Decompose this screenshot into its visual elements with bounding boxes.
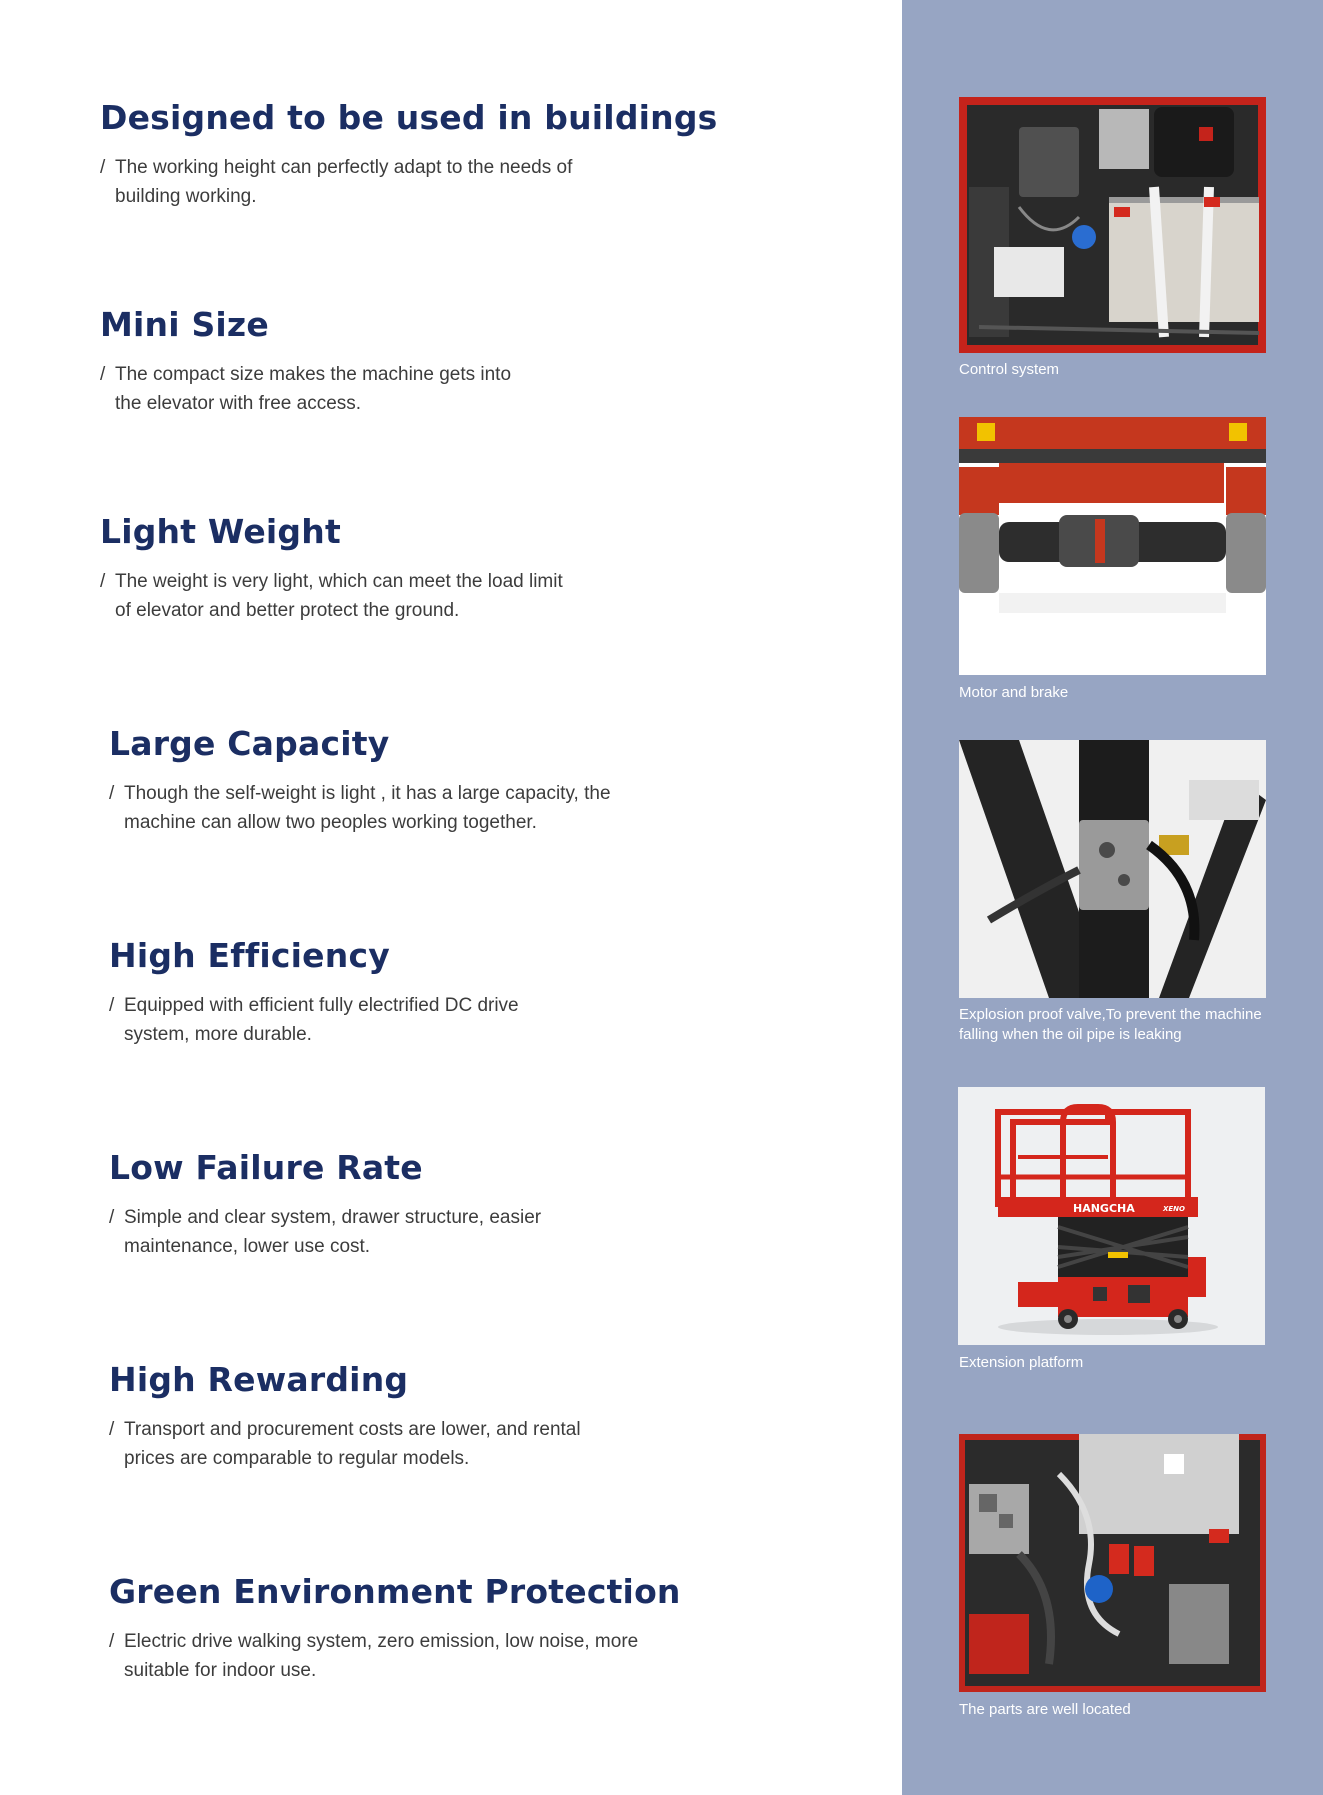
machine-brand-label: HANGCHA (1073, 1202, 1135, 1215)
bullet-slash: / (100, 364, 106, 385)
feature-description (109, 1203, 541, 1261)
feature-desc-line: The compact size makes the machine gets into (115, 364, 512, 385)
feature-title: Large Capacity (109, 724, 390, 763)
feature-desc-line: Though the self-weight is light , it has a large capacity, the (124, 783, 611, 804)
feature-description (109, 991, 519, 1049)
feature-high-rewarding (109, 1360, 581, 1473)
caption-line: Control system (959, 361, 1060, 378)
feature-title: High Efficiency (109, 936, 390, 975)
feature-desc-line: Electric drive walking system, zero emission, low noise, more (124, 1631, 639, 1652)
feature-description (100, 153, 718, 211)
feature-low-failure-rate (109, 1148, 541, 1261)
photo-caption (959, 1700, 1279, 1720)
caption-line: Motor and brake (959, 684, 1069, 701)
feature-desc-line: the elevator with free access. (115, 393, 362, 414)
caption-line: Explosion proof valve,To prevent the machine (959, 1006, 1262, 1023)
feature-title: High Rewarding (109, 1360, 409, 1399)
feature-desc-line: prices are comparable to regular models. (124, 1448, 470, 1469)
control-system-photo (959, 97, 1266, 353)
bullet-slash: / (100, 157, 106, 178)
machine-model-label: XENO (1163, 1205, 1185, 1213)
motor-brake-photo (959, 417, 1266, 675)
bullet-slash: / (109, 1419, 115, 1440)
photo-caption (959, 683, 1279, 703)
feature-desc-line: The working height can perfectly adapt to the needs of (115, 157, 573, 178)
feature-desc-line: building working. (115, 186, 257, 207)
feature-title: Mini Size (100, 305, 269, 344)
feature-desc-line: suitable for indoor use. (124, 1660, 317, 1681)
feature-desc-line: Transport and procurement costs are lower, and rental (124, 1419, 581, 1440)
feature-desc-line: of elevator and better protect the ground. (115, 600, 460, 621)
caption-line: The parts are well located (959, 1701, 1131, 1718)
caption-line: falling when the oil pipe is leaking (959, 1026, 1182, 1043)
feature-description (100, 567, 563, 625)
bullet-slash: / (109, 1631, 115, 1652)
feature-desc-line: system, more durable. (124, 1024, 312, 1045)
caption-line: Extension platform (959, 1354, 1084, 1371)
extension-platform-photo (958, 1087, 1265, 1345)
feature-description (100, 360, 511, 418)
feature-desc-line: The weight is very light, which can meet the load limit (115, 571, 563, 592)
bullet-slash: / (109, 783, 115, 804)
feature-title: Designed to be used in buildings (100, 98, 718, 137)
explosion-proof-valve-photo (959, 740, 1266, 998)
feature-mini-size (100, 305, 511, 418)
feature-buildings (100, 98, 718, 211)
photo-caption (959, 360, 1279, 380)
photo-caption (959, 1353, 1279, 1373)
feature-large-capacity (109, 724, 611, 837)
feature-desc-line: Equipped with efficient fully electrified DC drive (124, 995, 519, 1016)
parts-location-photo (959, 1434, 1266, 1692)
feature-description (109, 1627, 681, 1685)
bullet-slash: / (109, 995, 115, 1016)
bullet-slash: / (109, 1207, 115, 1228)
feature-desc-line: maintenance, lower use cost. (124, 1236, 371, 1257)
bullet-slash: / (100, 571, 106, 592)
feature-title: Low Failure Rate (109, 1148, 423, 1187)
feature-high-efficiency (109, 936, 519, 1049)
feature-light-weight (100, 512, 563, 625)
feature-title: Green Environment Protection (109, 1572, 681, 1611)
feature-title: Light Weight (100, 512, 341, 551)
photo-caption (959, 1005, 1279, 1045)
feature-description (109, 779, 611, 837)
feature-green-environment (109, 1572, 681, 1685)
feature-description (109, 1415, 581, 1473)
feature-desc-line: machine can allow two peoples working together. (124, 812, 537, 833)
feature-desc-line: Simple and clear system, drawer structure, easier (124, 1207, 542, 1228)
